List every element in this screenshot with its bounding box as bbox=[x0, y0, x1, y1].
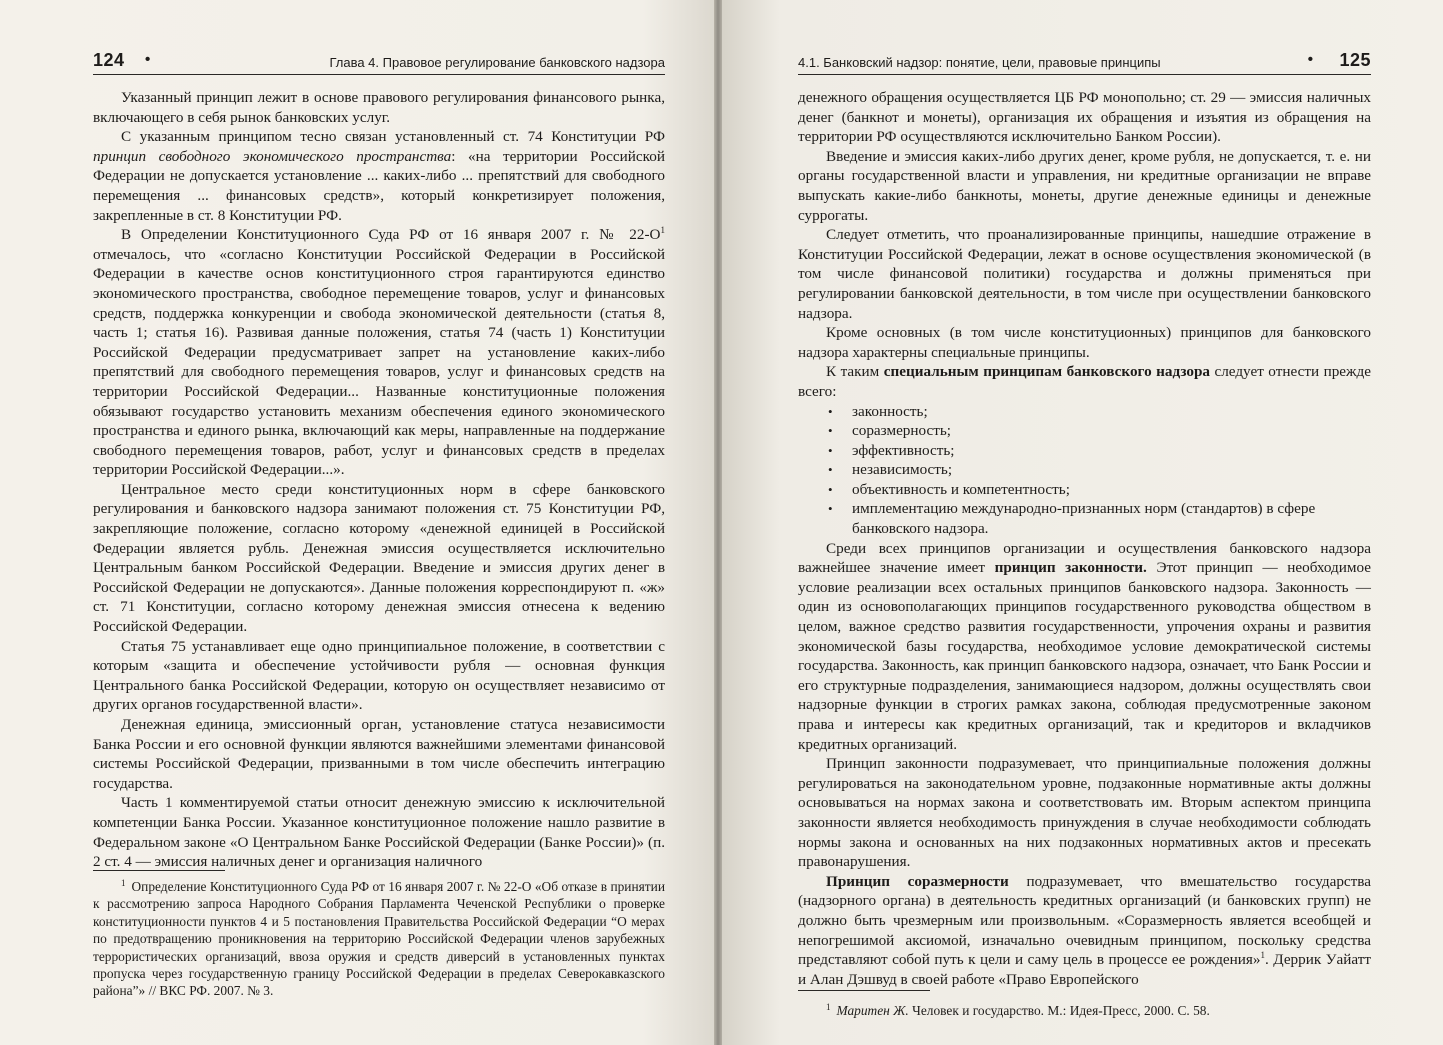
right-running-title: 4.1. Банковский надзор: понятие, цели, правовые принципы bbox=[798, 55, 1161, 70]
footnote-mark: 1 bbox=[826, 1002, 831, 1012]
paragraph: Следует отметить, что проанализированные принципы, нашедшие отражение в Конституции Российской Федерации, лежат в основе осуществления экономической (в том числе финансовой политики) государства и должны применяться при регулировании банковской деятельности, в том числе при осуществлении банковского надзора. bbox=[798, 226, 1371, 322]
paragraph: Статья 75 устанавливает еще одно принципиальное положение, в соответствии с которым «защита и обеспечение устойчивости рубля — основная функция Центрального банка Российской Федерации, которую он осуществляет независимо от других органов государственной власти». bbox=[93, 637, 665, 714]
footnote-separator bbox=[93, 870, 225, 871]
footnote-ref: 1 bbox=[1260, 950, 1265, 961]
list-item: • независимость; bbox=[828, 460, 1371, 480]
footnote-ref: 1 bbox=[660, 225, 665, 236]
paragraph: Часть 1 комментируемой статьи относит денежную эмиссию к исключительной компетенции Банка России. Указанное конституционное положение нашло развитие в Федеральном законе «О Центральном Банке Российской Федерации (Банке России)» (п. 2 ст. 4 — эмиссия наличных денег и организация наличного bbox=[93, 794, 665, 871]
list-item: • имплементацию международно-признанных норм (стандартов) в сфере банковского надзора. bbox=[828, 499, 1371, 538]
list-item: • соразмерность; bbox=[828, 421, 1371, 441]
left-page-number: 124 bbox=[93, 50, 125, 70]
paragraph: С указанным принципом тесно связан установленный ст. 74 Конституции РФ принцип свободного экономического пространства: «на территории Российской Федерации не допускается установление ... каких-либо ... препятствий для свободного перемещения ... финансовых средств», который конкретизирует положения, закрепленные в ст. 8 Конституции РФ. bbox=[93, 128, 665, 224]
list-item: • эффективность; bbox=[828, 441, 1371, 461]
footnote-author: Маритен Ж. bbox=[836, 1003, 909, 1018]
left-head-bullet: • bbox=[145, 51, 151, 68]
principles-list bbox=[798, 402, 1371, 539]
bold-term: Принцип соразмерности bbox=[826, 872, 1009, 890]
right-footnote: $^1$ Маритен Ж. Человек и государство. М.: Идея-Пресс, 2000. С. 58. bbox=[826, 1002, 1210, 1018]
footnote-separator bbox=[798, 990, 930, 991]
left-running-title: Глава 4. Правовое регулирование банковского надзора bbox=[329, 55, 665, 70]
left-page bbox=[0, 0, 714, 1045]
right-head-bullet: • bbox=[1307, 51, 1313, 68]
right-running-head bbox=[798, 48, 1371, 75]
bold-term: принцип законности. bbox=[994, 559, 1147, 577]
footnote-mark: 1 bbox=[121, 878, 126, 888]
left-running-head bbox=[93, 48, 665, 75]
left-footnote: $^1$ Определение Конституционного Суда РФ от 16 января 2007 г. № 22-О «Об отказе в принятии к рассмотрению запроса Народного Собрания Парламента Чеченской Республики о проверке конституционности пунктов 4 и 5 постановления Правительства Российской Федерации “О мерах по предотвращению проникновения на территорию Российской Федерации членов зарубежных террористических организаций, ввоза оружия и средств диверсий в установленных пунктах пропуска через государственную границу Российской Федерации в пределах Северокавказского района”» // ВКС РФ. 2007. № 3. bbox=[93, 878, 665, 999]
list-item: • законность; bbox=[828, 402, 1371, 422]
paragraph: В Определении Конституционного Суда РФ от 16 января 2007 г. № $22-О^1$ отмечалось, что «согласно Конституции Российской Федерации в Российской Федерации в качестве основ конституционного строя гарантируются единство экономического пространства, свободное перемещение товаров, услуг и финансовых средств, поддержка конкуренции и свобода экономической деятельности (статья 8, часть 1; статья 16). Развивая данные положения, статья 74 (часть 1) Конституции Российской Федерации предусматривает запрет на установление каких-либо препятствий для свободного перемещения товаров, услуг и финансовых средств на территории Российской Федерации... Названные конституционные положения обязывают государство установить механизм обеспечения единого экономического пространства и единого рынка, включающий как меры, направленные на поддержание свободного перемещения товаров, работ, услуг и финансовых средств в пределах территории Российской Федерации...». bbox=[93, 225, 665, 479]
right-body-text bbox=[798, 88, 1371, 989]
paragraph: Денежная единица, эмиссионный орган, установление статуса независимости Банка России и его основной функции являются важнейшими элементами финансовой системы Российской Федерации, призванными в том числе обеспечить интеграцию государства. bbox=[93, 716, 665, 792]
paragraph: денежного обращения осуществляется ЦБ РФ монопольно; ст. 29 — эмиссия наличных денег (банкнот и монеты), организация их обращения и изъятия из обращения на территории РФ осуществляются исключительно Банком России). bbox=[798, 89, 1371, 146]
left-body-text bbox=[93, 88, 665, 872]
paragraph: Среди всех принципов организации и осуществления банковского надзора важнейшее значение имеет принцип законности. Этот принцип — необходимое условие реализации всех остальных принципов банковского надзора. Законность — один из основополагающих принципов государственного руководства обществом в целом, важное средство развития государственности, упрочения охраны и развития экономической базы государства, необходимое условие демократической системы государства. Законность, как принцип банковского надзора, означает, что Банк России и его структурные подразделения, занимающиеся надзором, должны осуществлять свои надзорные функции в строгих рамках закона, соблюдая предусмотренные законом права и интересы как кредитных организаций, так и кредиторов и вкладчиков кредитных организаций. bbox=[798, 539, 1372, 753]
right-page-number: 125 bbox=[1339, 50, 1371, 70]
list-item: • объективность и компетентность; bbox=[828, 480, 1371, 500]
book-gutter bbox=[714, 0, 722, 1045]
right-page bbox=[722, 0, 1443, 1045]
bold-term: специальным принципам банковского надзора bbox=[883, 363, 1210, 381]
paragraph: К таким специальным принципам банковского надзора следует отнести прежде всего: bbox=[798, 363, 1371, 400]
paragraph: Указанный принцип лежит в основе правового регулирования финансового рынка, включающего в себя рынок банковских услуг. bbox=[93, 89, 665, 126]
paragraph: Центральное место среди конституционных норм в сфере банковского регулирования и банковского надзора занимают положения ст. 75 Конституции РФ, закрепляющие положение, согласно которому «денежной единицей в Российской Федерации является рубль. Денежная эмиссия осуществляется исключительно Центральным банком Российской Федерации. Введение и эмиссия других денег в Российской Федерации не допускаются». Данные положения корреспондируют п. «ж» ст. 71 Конституции, согласно которому денежная эмиссия отнесена к ведению Российской Федерации. bbox=[93, 480, 665, 636]
paragraph: Кроме основных (в том числе конституционных) принципов для банковского надзора характерны специальные принципы. bbox=[798, 324, 1371, 361]
paragraph: Принцип законности подразумевает, что принципиальные положения должны регулироваться на законодательном уровне, подзаконные нормативные акты должны основываться на нормах закона и соответствовать им. Вторым аспектом принципа законности является необходимость принуждения в случае необходимости соблюдать нормы закона и основанных на них подзаконных нормативных актов и пресекать правонарушения. bbox=[798, 755, 1371, 871]
paragraph: Принцип соразмерности подразумевает, что вмешательство государства (надзорного органа) в деятельность кредитных организаций (и банковских групп) не должно быть чрезмерным или произвольным. «Соразмерность является всеобщей и непогрешимой аксиомой, изначально очевидным принципом, поскольку средства представляют собой путь к цели и саму цель в процессе ее рождения»$^1$. Деррик Уайатт и Алан Дэшвуд в своей работе «Право Европейского bbox=[798, 872, 1372, 988]
paragraph: Введение и эмиссия каких-либо других денег, кроме рубля, не допускается, т. е. ни органы государственной власти и управления, ни кредитные организации не вправе выпускать какие-либо банкноты, монеты, другие денежные единицы и денежные суррогаты. bbox=[798, 147, 1371, 224]
italic-term: принцип свободного экономического пространства bbox=[93, 147, 452, 165]
